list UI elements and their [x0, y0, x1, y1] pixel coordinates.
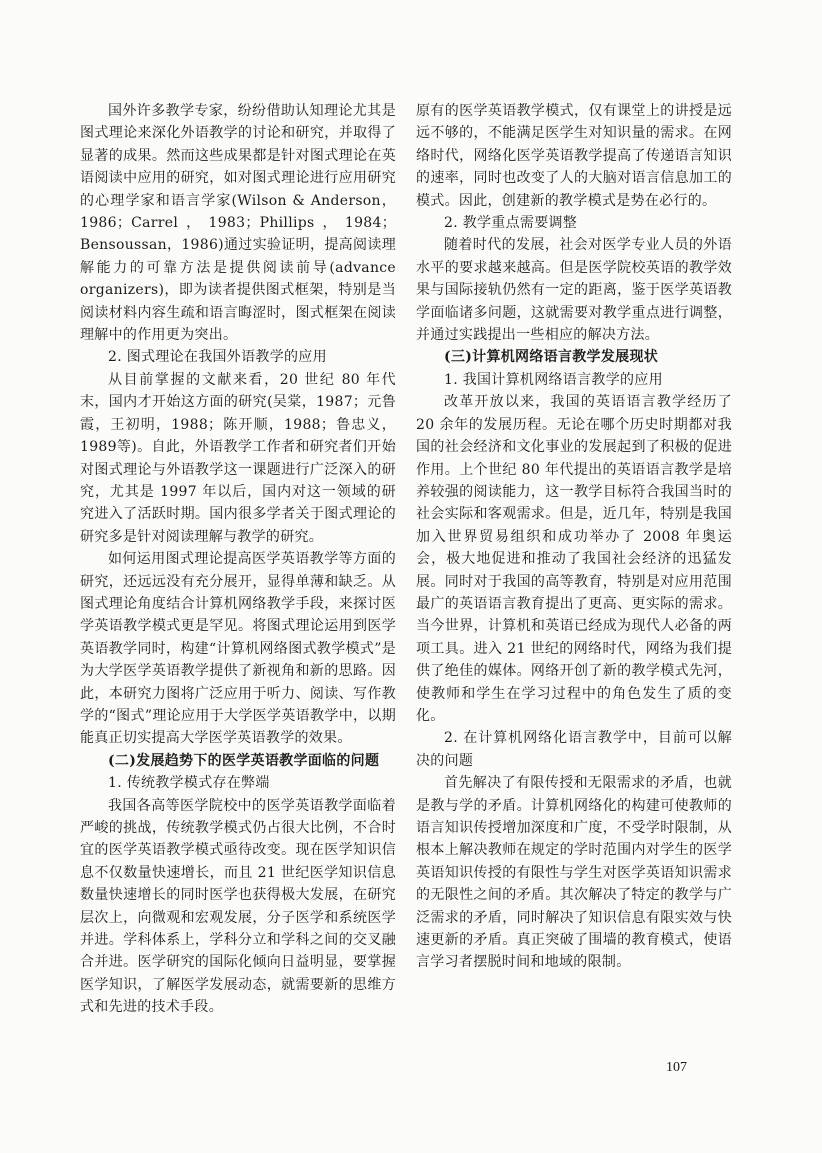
- right-column: [416, 100, 732, 974]
- paragraph: 从目前掌握的文献来看，20 世纪 80 年代末，国内才开始这方面的研究(吴棠，1987；元鲁霞，王初明，1988；陈开顺，1988；鲁忠义，1989等)。自此，外语教学工作者和研究者们开始对图式理论与外语教学这一课题进行广泛深入的研究，尤其是 1997 年以后，国内对这一领域的研究进入了活跃时期。国内很多学者关于图式理论的研究多是针对阅读理解与教学的研究。: [80, 371, 396, 545]
- page-number: 107: [666, 1060, 687, 1075]
- paragraph: 如何运用图式理论提高医学英语教学等方面的研究，还远远没有充分展开，显得单薄和缺乏。从图式理论角度结合计算机网络教学手段，来探讨医学英语教学模式更是罕见。将图式理论运用到医学英语教学同时，构建“计算机网络图式教学模式”是为大学医学英语教学提供了新视角和新的思路。因此，本研究力图将广泛应用于听力、阅读、写作教学的“图式”理论应用于大学医学英语教学中，以期能真正切实提高大学医学英语教学的效果。: [80, 551, 396, 747]
- paragraph: 我国各高等医学院校中的医学英语教学面临着严峻的挑战，传统教学模式仍占很大比例，不合时宜的医学英语教学模式亟待改变。现在医学知识信息不仅数量快速增长，而且 21 世纪医学知识信息数量快速增长的同时医学也获得极大发展，在研究层次上，向微观和宏观发展，分子医学和系统医学并进。学科体系上，学科分立和学科之间的交叉融合并进。医学研究的国际化倾向日益明显，要掌握医学知识，了解医学发展动态，就需要新的思维方式和先进的技术手段。: [80, 797, 396, 1016]
- subsection-heading: 2. 教学重点需要调整: [444, 215, 578, 232]
- paragraph: 首先解决了有限传授和无限需求的矛盾，也就是教与学的矛盾。计算机网络化的构建可使教师的语言知识传授增加深度和广度，不受学时限制，从根本上解决教师在规定的学时范围内对学生的医学英语知识传授的有限性与学生对医学英语知识需求的无限性之间的矛盾。其次解决了特定的教学与广泛需求的矛盾，同时解决了知识信息有限实效与快速更新的矛盾。真正突破了围墙的教育模式，使语言学习者摆脱时间和地域的限制。: [416, 775, 732, 971]
- section-heading: (二)发展趋势下的医学英语教学面临的问题: [108, 752, 380, 769]
- paragraph: 国外许多教学专家，纷纷借助认知理论尤其是图式理论来深化外语教学的讨论和研究，并取得了显著的成果。然而这些成果都是针对图式理论在英语阅读中应用的研究，如对图式理论进行应用研究的心理学家和语言学家(Wilson & Anderson，1986；Carrel，1983；Phillips，1984；Bensoussan，1986)通过实验证明，提高阅读理解能力的可靠方法是提供阅读前导(advance organizers)，即为读者提供图式框架，特别是当阅读材料内容生疏和语言晦涩时，图式框架在阅读理解中的作用更为突出。: [80, 103, 396, 344]
- paragraph: 随着时代的发展，社会对医学专业人员的外语水平的要求越来越高。但是医学院校英语的教学效果与国际接轨仍然有一定的距离，鉴于医学英语教学面临诸多问题，这就需要对教学重点进行调整，并通过实践提出一些相应的解决方法。: [416, 237, 732, 344]
- paragraph-continued: 原有的医学英语教学模式，仅有课堂上的讲授是远远不够的，不能满足医学生对知识量的需求。在网络时代，网络化医学英语教学提高了传递语言知识的速率，同时也改变了人的大脑对语言信息加工的模式。因此，创建新的教学模式是势在必行的。: [416, 103, 732, 209]
- subsection-heading: 1. 我国计算机网络语言教学的应用: [444, 371, 663, 388]
- subsection-heading: 2. 图式理论在我国外语教学的应用: [108, 349, 327, 366]
- paragraph: 改革开放以来，我国的英语语言教学经历了 20 余年的发展历程。无论在哪个历史时期都对我国的社会经济和文化事业的发展起到了积极的促进作用。上个世纪 80 年代提出的英语语言教学是培养较强的阅读能力，这一教学目标符合我国当时的社会实际和客观需求。但是，近几年，特别是我国加入世界贸易组织和成功举办了 2008 年奥运会，极大地促进和推动了我国社会经济的迅猛发展。同时对于我国的高等教育，特别是对应用范围最广的英语语言教育提出了更高、更实际的需求。当今世界，计算机和英语已经成为现代人必备的两项工具。进入 21 世纪的网络时代，网络为我们提供了绝佳的媒体。网络开创了新的教学模式先河，使教师和学生在学习过程中的角色发生了质的变化。: [416, 394, 732, 724]
- subsection-heading: 1. 传统教学模式存在弊端: [108, 775, 270, 792]
- left-column: [80, 100, 396, 1019]
- section-heading: (三)计算机网络语言教学发展现状: [444, 349, 659, 366]
- subsection-heading: 2. 在计算机网络化语言教学中，目前可以解决的问题: [416, 730, 732, 769]
